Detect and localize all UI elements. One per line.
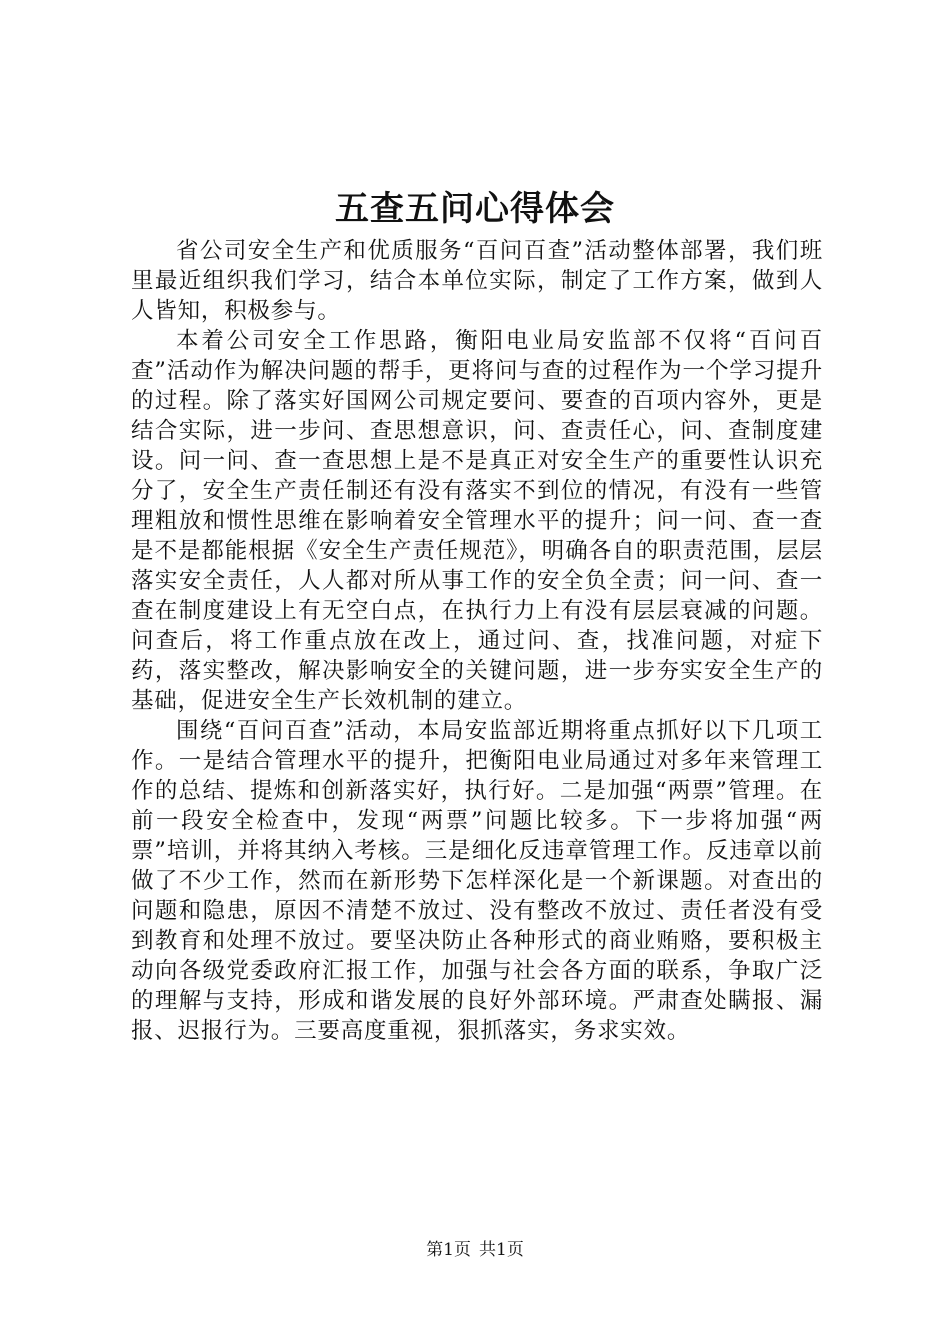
page-footer <box>0 1238 950 1262</box>
page-number: 第1页 <box>426 1240 471 1260</box>
page-total: 共1页 <box>479 1240 524 1260</box>
document-body <box>131 236 823 1046</box>
paragraph-2: 本着公司安全工作思路，衡阳电业局安监部不仅将“百问百查”活动作为解决问题的帮手，更将问与查的过程作为一个学习提升的过程。除了落实好国网公司规定要问、要查的百项内容外，更是结合实际，进一步问、查思想意识，问、查责任心，问、查制度建设。问一问、查一查思想上是不是真正对安全生产的重要性认识充分了，安全生产责任制还有没有落实不到位的情况，有没有一些管理粗放和惯性思维在影响着安全管理水平的提升；问一问、查一查是不是都能根据《安全生产责任规范》，明确各自的职责范围，层层落实安全责任，人人都对所从事工作的安全负全责；问一问、查一查在制度建设上有无空白点，在执行力上有没有层层衰减的问题。问查后，将工作重点放在改上，通过问、查，找准问题，对症下药，落实整改，解决影响安全的关键问题，进一步夯实安全生产的基础，促进安全生产长效机制的建立。 <box>131 328 823 714</box>
document-title: 五查五问心得体会 <box>335 189 615 229</box>
paragraph-3: 围绕“百问百查”活动，本局安监部近期将重点抓好以下几项工作。一是结合管理水平的提升，把衡阳电业局通过对多年来管理工作的总结、提炼和创新落实好，执行好。二是加强“两票”管理。在前一段安全检查中，发现“两票”问题比较多。下一步将加强“两票”培训，并将其纳入考核。三是细化反违章管理工作。反违章以前做了不少工作，然而在新形势下怎样深化是一个新课题。对查出的问题和隐患，原因不清楚不放过、没有整改不放过、责任者没有受到教育和处理不放过。要坚决防止各种形式的商业贿赂，要积极主动向各级党委政府汇报工作，加强与社会各方面的联系，争取广泛的理解与支持，形成和谐发展的良好外部环境。严肃查处瞒报、漏报、迟报行为。三要高度重视，狠抓落实，务求实效。 <box>131 718 823 1044</box>
paragraph-1: 省公司安全生产和优质服务“百问百查”活动整体部署，我们班里最近组织我们学习，结合本单位实际，制定了工作方案，做到人人皆知，积极参与。 <box>131 238 823 324</box>
